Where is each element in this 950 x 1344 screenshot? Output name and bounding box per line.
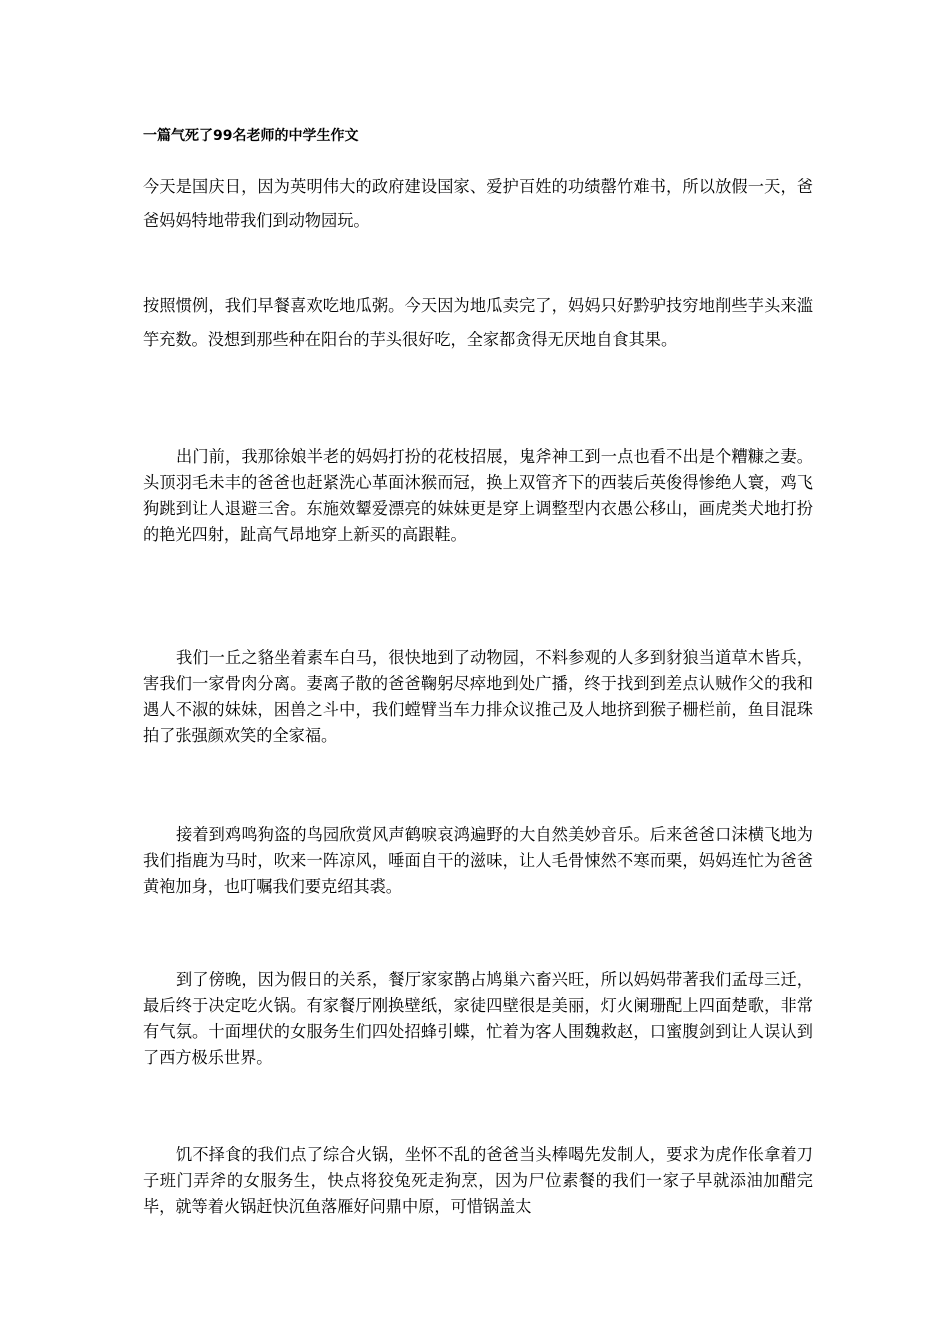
paragraph-1: 今天是国庆日，因为英明伟大的政府建设国家、爱护百姓的功绩罄竹难书，所以放假一天，爸爸妈妈特地带我们到动物园玩。: [143, 177, 813, 230]
paragraph-3: 出门前，我那徐娘半老的妈妈打扮的花枝招展，鬼斧神工到一点也看不出是个糟糠之妻。头顶羽毛未丰的爸爸也赶紧洗心革面沐猴而冠，换上双管齐下的西装后英俊得惨绝人寰，鸡飞狗跳到让人退避三舍。东施效颦爱漂亮的妹妹更是穿上调整型内衣愚公移山，画虎类犬地打扮的艳光四射，趾高气昂地穿上新买的高跟鞋。: [143, 447, 813, 544]
paragraph-7: 饥不择食的我们点了综合火锅，坐怀不乱的爸爸当头棒喝先发制人，要求为虎作伥拿着刀子班门弄斧的女服务生，快点将狡兔死走狗烹，因为尸位素餐的我们一家子早就添油加醋完毕，就等着火锅赶快沉鱼落雁好问鼎中原，可惜锅盖太: [143, 1145, 813, 1216]
paragraph-6: 到了傍晚，因为假日的关系，餐厅家家鹊占鸠巢六畜兴旺，所以妈妈带著我们孟母三迁，最后终于决定吃火锅。有家餐厅刚换壁纸，家徒四壁很是美丽，灯火阑珊配上四面楚歌，非常有气氛。十面埋伏的女服务生们四处招蜂引蝶，忙着为客人围魏救赵，口蜜腹剑到让人误认到了西方极乐世界。: [143, 970, 813, 1067]
paragraph-2: 按照惯例，我们早餐喜欢吃地瓜粥。今天因为地瓜卖完了，妈妈只好黔驴技穷地削些芋头来滥竽充数。没想到那些种在阳台的芋头很好吃，全家都贪得无厌地自食其果。: [143, 296, 813, 349]
document-title: 一篇气死了99名老师的中学生作文: [143, 128, 359, 144]
paragraph-5: 接着到鸡鸣狗盗的鸟园欣赏风声鹤唳哀鸿遍野的大自然美妙音乐。后来爸爸口沫横飞地为我们指鹿为马时，吹来一阵凉风，唾面自干的滋味，让人毛骨悚然不寒而栗，妈妈连忙为爸爸黄袍加身，也叮嘱我们要克绍其裘。: [143, 825, 813, 896]
paragraph-4: 我们一丘之貉坐着素车白马，很快地到了动物园，不料参观的人多到豺狼当道草木皆兵，害我们一家骨肉分离。妻离子散的爸爸鞠躬尽瘁地到处广播，终于找到到差点认贼作父的我和遇人不淑的妹妹，困兽之斗中，我们螳臂当车力排众议推己及人地挤到猴子栅栏前，鱼目混珠拍了张强颜欢笑的全家福。: [143, 648, 813, 745]
